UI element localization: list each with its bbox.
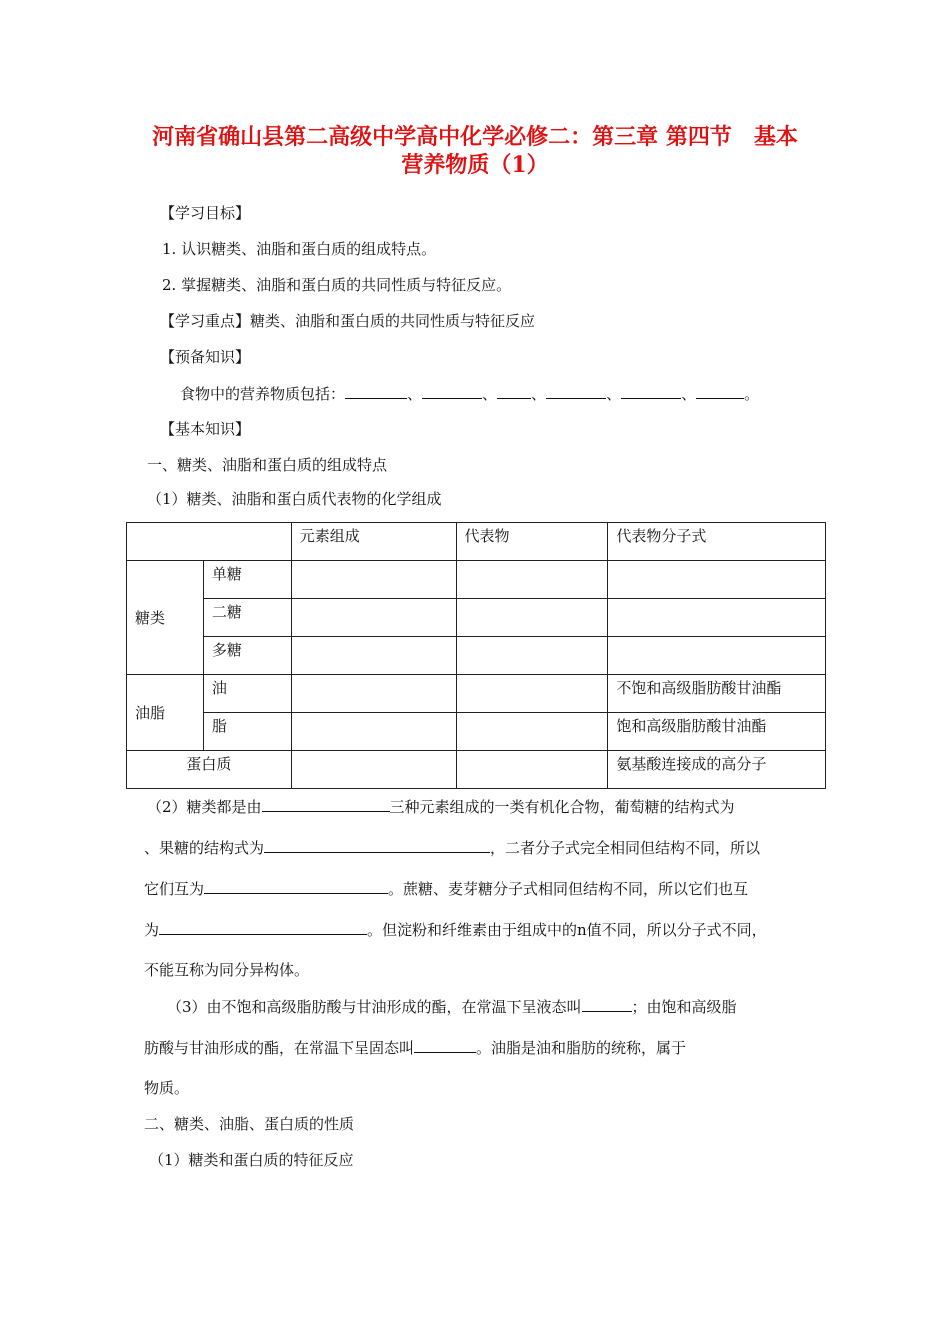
formula-cell: 不饱和高级脂肪酸甘油酯 <box>608 675 826 713</box>
basic-header: 【基本知识】 <box>160 420 251 438</box>
row-label: 脂 <box>203 713 291 751</box>
table-cell-blank[interactable] <box>291 561 456 599</box>
prep-prefix: 食物中的营养物质包括： <box>180 385 346 403</box>
text: 。油脂是油和脂肪的统称，属于 <box>476 1039 687 1057</box>
fill-blank[interactable] <box>204 878 388 894</box>
table-cell-blank[interactable] <box>291 599 456 637</box>
row-label: 油 <box>203 675 291 713</box>
fill-blank[interactable] <box>262 796 390 812</box>
table-cell-blank[interactable] <box>291 637 456 675</box>
para3-line1 <box>167 996 737 1017</box>
table-header-representative: 代表物 <box>456 523 608 561</box>
section-2-heading: 二、糖类、油脂、蛋白质的性质 <box>144 1115 355 1133</box>
table-row <box>127 637 826 675</box>
text: （2）糖类都是由 <box>147 798 262 816</box>
text: 。蔗糖、麦芽糖分子式相同但结构不同，所以它们也互 <box>388 880 749 898</box>
para2-line1 <box>147 796 735 817</box>
text: 它们互为 <box>144 880 205 898</box>
table-header-row <box>127 523 826 561</box>
group-label-protein: 蛋白质 <box>127 751 292 789</box>
table-cell-blank[interactable] <box>291 675 456 713</box>
goal-item-2: 2. 掌握糖类、油脂和蛋白质的共同性质与特征反应。 <box>162 276 512 294</box>
table-cell-blank[interactable] <box>608 637 826 675</box>
para3-line3: 物质。 <box>144 1079 190 1097</box>
prep-sep: 、 <box>681 385 697 403</box>
table-header-elements: 元素组成 <box>291 523 456 561</box>
table-cell-blank[interactable] <box>456 637 608 675</box>
row-label: 二糖 <box>203 599 291 637</box>
table-cell-blank[interactable] <box>608 561 826 599</box>
document-title-line1: 河南省确山县第二高级中学高中化学必修二：第三章 第四节 基本 <box>152 124 798 150</box>
prep-sep: 、 <box>407 385 423 403</box>
para2-line5: 不能互称为同分异构体。 <box>144 961 310 979</box>
text: 三种元素组成的一类有机化合物，葡萄糖的结构式为 <box>389 798 735 816</box>
table-row <box>127 713 826 751</box>
prep-end: 。 <box>744 385 760 403</box>
group-label-fat: 油脂 <box>127 675 204 751</box>
prep-blank-3[interactable] <box>497 383 531 399</box>
fill-blank[interactable] <box>159 919 367 935</box>
composition-table <box>126 522 826 789</box>
text: 为 <box>144 921 160 939</box>
table-cell-blank[interactable] <box>456 599 608 637</box>
subsection-2-heading: （1）糖类和蛋白质的特征反应 <box>149 1151 354 1169</box>
section-1-heading: 一、糖类、油脂和蛋白质的组成特点 <box>147 456 388 474</box>
para2-line2 <box>144 837 760 858</box>
prep-blank-5[interactable] <box>621 383 681 399</box>
group-label-sugar: 糖类 <box>127 561 204 675</box>
prep-sep: 、 <box>606 385 622 403</box>
document-title-line2: 营养物质（1） <box>401 152 549 178</box>
goals-header: 【学习目标】 <box>160 204 251 222</box>
text: 、果糖的结构式为 <box>144 839 265 857</box>
table-cell-blank[interactable] <box>456 561 608 599</box>
table-cell-blank[interactable] <box>608 599 826 637</box>
row-label: 单糖 <box>203 561 291 599</box>
formula-cell: 氨基酸连接成的高分子 <box>608 751 826 789</box>
subsection-1-heading: （1）糖类、油脂和蛋白质代表物的化学组成 <box>147 490 442 508</box>
prep-text <box>180 383 759 404</box>
fill-blank[interactable] <box>264 837 490 853</box>
goal-item-1: 1. 认识糖类、油脂和蛋白质的组成特点。 <box>162 240 437 258</box>
text: ；由饱和高级脂 <box>631 998 737 1016</box>
prep-blank-6[interactable] <box>696 383 744 399</box>
table-cell-blank[interactable] <box>456 713 608 751</box>
prep-sep: 、 <box>531 385 547 403</box>
table-cell-blank[interactable] <box>456 675 608 713</box>
fill-blank[interactable] <box>582 996 632 1012</box>
table-header-empty <box>127 523 292 561</box>
key-points: 【学习重点】糖类、油脂和蛋白质的共同性质与特征反应 <box>160 312 536 330</box>
prep-blank-4[interactable] <box>546 383 606 399</box>
table-header-formula: 代表物分子式 <box>608 523 826 561</box>
table-row <box>127 599 826 637</box>
prep-blank-2[interactable] <box>422 383 482 399</box>
table-row <box>127 675 826 713</box>
table-cell-blank[interactable] <box>456 751 608 789</box>
text: 肪酸与甘油形成的酯，在常温下呈固态叫 <box>144 1039 415 1057</box>
prep-sep: 、 <box>482 385 498 403</box>
para2-line4 <box>144 919 767 940</box>
para2-line3 <box>144 878 748 899</box>
fill-blank[interactable] <box>414 1037 476 1053</box>
text: （3）由不饱和高级脂肪酸与甘油形成的酯，在常温下呈液态叫 <box>167 998 582 1016</box>
text: 。但淀粉和纤维素由于组成中的n值不同，所以分子式不同， <box>367 921 767 939</box>
row-label: 多糖 <box>203 637 291 675</box>
text: ，二者分子式完全相同但结构不同，所以 <box>490 839 761 857</box>
para3-line2 <box>144 1037 686 1058</box>
prep-blank-1[interactable] <box>345 383 407 399</box>
table-cell-blank[interactable] <box>291 713 456 751</box>
table-row <box>127 751 826 789</box>
formula-cell: 饱和高级脂肪酸甘油酯 <box>608 713 826 751</box>
prep-header: 【预备知识】 <box>160 348 251 366</box>
table-row <box>127 561 826 599</box>
table-cell-blank[interactable] <box>291 751 456 789</box>
